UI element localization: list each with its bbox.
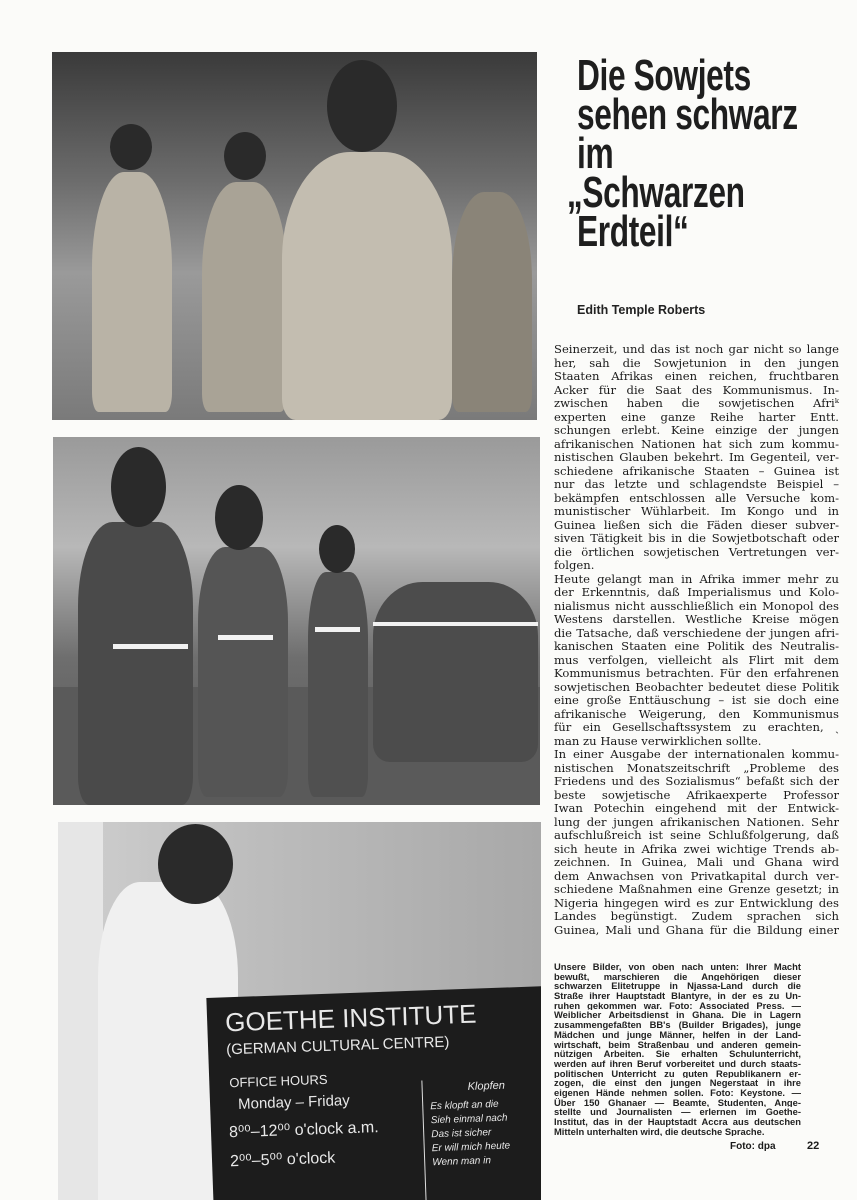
article-title	[566, 51, 798, 256]
caption-line: wirtschaft, beim Straßenbau und anderen gemein-	[554, 1039, 801, 1050]
woman-head	[111, 447, 166, 527]
body-line: afrikanischen Nationen hat sich zum kommu-	[554, 437, 839, 451]
soldier-figure	[282, 152, 452, 420]
white-belt	[218, 635, 273, 640]
caption-line: schwarzen Elitetruppe in Njassa-Land durch die	[554, 981, 801, 992]
body-line: her, sah die Sowjetunion in den jungen	[554, 356, 839, 370]
body-line: schiedene afrikanische Staaten – Guinea ist	[554, 464, 839, 478]
body-line: die örtlichen sowjetischen Vertretungen ver-	[554, 545, 839, 559]
caption-line: Über 150 Ghanaer — Beamte, Studenten, Ange-	[554, 1097, 801, 1108]
caption-line: zusammengefaßten BB's (Builder Brigades), junge	[554, 1020, 801, 1030]
caption-line: politischen Unterricht zu guten Republikanern er-	[554, 1068, 801, 1079]
woman-head	[319, 525, 355, 573]
body-line: Staaten Afrikas einen reichen, fruchtbaren	[554, 370, 839, 383]
body-line: nistischen Monatszeitschrift „Probleme des	[554, 761, 839, 775]
body-line: nistischen Glauben bekehrt. Im Gegenteil, ver-	[554, 451, 839, 464]
woman-figure	[198, 547, 288, 797]
body-line: sich heute in Afrika zwei wichtige Trends ab-	[554, 842, 839, 856]
photo-marching-soldiers	[52, 52, 537, 420]
caption-line: zogen, die einst den jungen Negerstaat in ihre	[554, 1078, 801, 1088]
body-line: Guinea, Mali und Ghana für die Bildung einer	[554, 923, 839, 937]
soldier-figure	[92, 172, 172, 412]
chalkboard-lesson-line: Er will mich heute	[431, 1140, 511, 1155]
chalkboard-heading: GOETHE INSTITUTE	[224, 998, 477, 1038]
caption-line: Institut, das in der Hauptstadt Accra aus deutschen	[554, 1117, 801, 1127]
body-line: Landes begünstigt. Zudem sprachen sich	[554, 910, 839, 923]
body-line: Nigeria hingegen wird es zur Entwicklung des	[554, 896, 839, 910]
soldier-figure	[452, 192, 532, 412]
body-line: In einer Ausgabe der internationalen kommu-	[554, 748, 839, 761]
body-line: schiedene Maßnahmen eine Grenze gesetzt; in	[554, 883, 839, 896]
caption-line: werden auf ihren Beruf vorbereitet und durch staats-	[554, 1058, 801, 1069]
page-number: 22	[807, 1140, 820, 1152]
body-line: die Tatsache, daß verschiedene der jungen afri-	[554, 626, 839, 640]
body-line: beste sowjetische Afrikaexperte Professor	[554, 788, 839, 802]
chalkboard	[206, 986, 541, 1200]
photo-goethe-institute	[58, 822, 541, 1200]
chalkboard-office-hours: OFFICE HOURS	[229, 1071, 328, 1091]
woman-figure	[308, 572, 368, 797]
chalkboard-lesson-line: Wenn man in	[432, 1155, 492, 1169]
body-line: sowjetischen Beobachter bedeutet diese Politik	[554, 680, 839, 694]
body-line: experten eine ganze Reihe harter Entt.	[554, 410, 839, 424]
photo-womens-brigade	[53, 437, 540, 805]
caption-line: Mitteln unterhalten wird, die deutsche Sprache.	[554, 1126, 765, 1137]
body-line: bekämpfen entschlossen alle Versuche kom-	[554, 491, 839, 505]
title-line: Die Sowjets	[577, 51, 751, 100]
chalkboard-lesson-line: Sieh einmal nach	[430, 1112, 508, 1127]
caption-line: Mädchen und junge Männer, helfen in der Land-	[554, 1029, 801, 1040]
chalkboard-lesson-title: Klopfen	[467, 1079, 506, 1093]
body-line: lung der jungen afrikanischen Nationen. Sehr	[554, 815, 839, 829]
body-line: Acker für die Saat des Kommunismus. In-	[554, 383, 839, 397]
caption-line: nützigen Arbeiten. Sie erhalten Schulunterricht,	[554, 1049, 801, 1059]
soldier-head	[110, 124, 152, 170]
white-belt	[373, 622, 538, 626]
body-line: Friedens und des Sozialismus“ befaßt sich der	[554, 775, 839, 788]
photo-credit: Foto: dpa	[730, 1141, 776, 1152]
body-line: kanischen Staaten eine Politik des Neutralis-	[554, 640, 839, 653]
title-line: „Schwarzen	[566, 168, 745, 217]
author-byline: Edith Temple Roberts	[577, 303, 706, 317]
women-row	[373, 582, 538, 762]
caption-line: stellte und Journalisten — erlernen im Goethe-	[554, 1107, 801, 1117]
body-line: Heute gelangt man in Afrika immer mehr zu	[554, 572, 839, 586]
soldier-head	[224, 132, 266, 180]
body-line: siven Tätigkeit bis in die Sowjetbotschaft oder	[554, 532, 839, 545]
body-line: Kommunismus betrachten. Für den erfahrenen	[554, 667, 839, 680]
body-line: Westens darstellen. Westliche Kreise mögen	[554, 613, 839, 626]
woman-figure	[78, 522, 193, 805]
chalkboard-hours-am: 8⁰⁰–12⁰⁰ o'clock a.m.	[228, 1119, 379, 1142]
body-line: afrikanische Weigerung, den Kommunismus	[554, 707, 839, 721]
body-line: für ein Gesellschaftssystem zu erachten, ˎ	[554, 721, 839, 734]
caption-line: Unsere Bilder, von oben nach unten: Ihrer Macht	[554, 962, 801, 972]
body-line: Iwan Potechin eingehend mit der Entwick-	[554, 802, 839, 815]
body-line: man zu Hause verwirklichen sollte.	[554, 734, 762, 748]
chalkboard-hours-pm: 2⁰⁰–5⁰⁰ o'clock	[229, 1149, 336, 1171]
chalkboard-days: Monday – Friday	[237, 1092, 351, 1113]
chalkboard-subheading: (GERMAN CULTURAL CENTRE)	[225, 1033, 450, 1059]
body-line: nur das letzte und schlagendste Beispiel –	[554, 478, 839, 491]
body-line: zeichnen. In Guinea, Mali und Ghana wird	[554, 856, 839, 869]
body-line: schungen erlebt. Keine einzige der jungen	[554, 424, 839, 437]
white-belt	[315, 627, 360, 632]
caption-line: bewußt, marschieren die Angehörigen dieser	[554, 971, 801, 982]
woman-head	[215, 485, 263, 550]
chalkboard-lesson-line: Es klopft an die	[430, 1098, 499, 1113]
body-line: dem Anwachsen von Privatkapital durch ver-	[554, 869, 839, 883]
body-line: folgen.	[554, 559, 595, 572]
title-line: im	[577, 129, 614, 178]
body-line: Seinerzeit, und das ist noch gar nicht so lange	[554, 343, 839, 356]
body-line: Guinea ließen sich die Fäden dieser subver-	[554, 518, 839, 532]
caption-line: eigenen Hände nehmen sollen. Foto: Keystone. —	[554, 1087, 801, 1098]
title-line: Erdteil“	[577, 207, 689, 256]
body-line: der Erkenntnis, daß Imperialismus und Kolo-	[554, 586, 839, 599]
soldier-figure	[202, 182, 287, 412]
body-line: mus verfolgen, vielleicht als Flirt mit dem	[554, 653, 839, 667]
title-line: sehen schwarz	[577, 90, 798, 139]
caption-line: Weiblicher Arbeitsdienst in Ghana. Die in Lagern	[554, 1010, 801, 1021]
photo-caption	[554, 962, 801, 1136]
window-frame	[58, 822, 103, 1200]
student-head	[158, 824, 233, 904]
body-line: eine große Enttäuschung – ist sie doch eine	[554, 694, 839, 707]
body-line: aufschlußreich ist seine Schlußfolgerung, daß	[554, 829, 839, 842]
white-belt	[113, 644, 188, 649]
body-line: munistischer Wühlarbeit. Im Kongo und in	[554, 505, 839, 518]
caption-line: ruhen gekommen war. Foto: Associated Press. —	[554, 1000, 801, 1011]
body-line: zwischen haben die sowjetischen Afriᵏ	[554, 397, 839, 410]
body-line: nialismus nicht ausschließlich ein Monopol des	[554, 599, 839, 613]
chalkboard-divider	[421, 1081, 426, 1200]
chalkboard-lesson-line: Das ist sicher	[431, 1127, 492, 1141]
caption-line: Straße ihrer Hauptstadt Blantyre, in der es zu Un-	[554, 991, 801, 1001]
soldier-head	[327, 60, 397, 152]
article-body	[554, 343, 839, 937]
